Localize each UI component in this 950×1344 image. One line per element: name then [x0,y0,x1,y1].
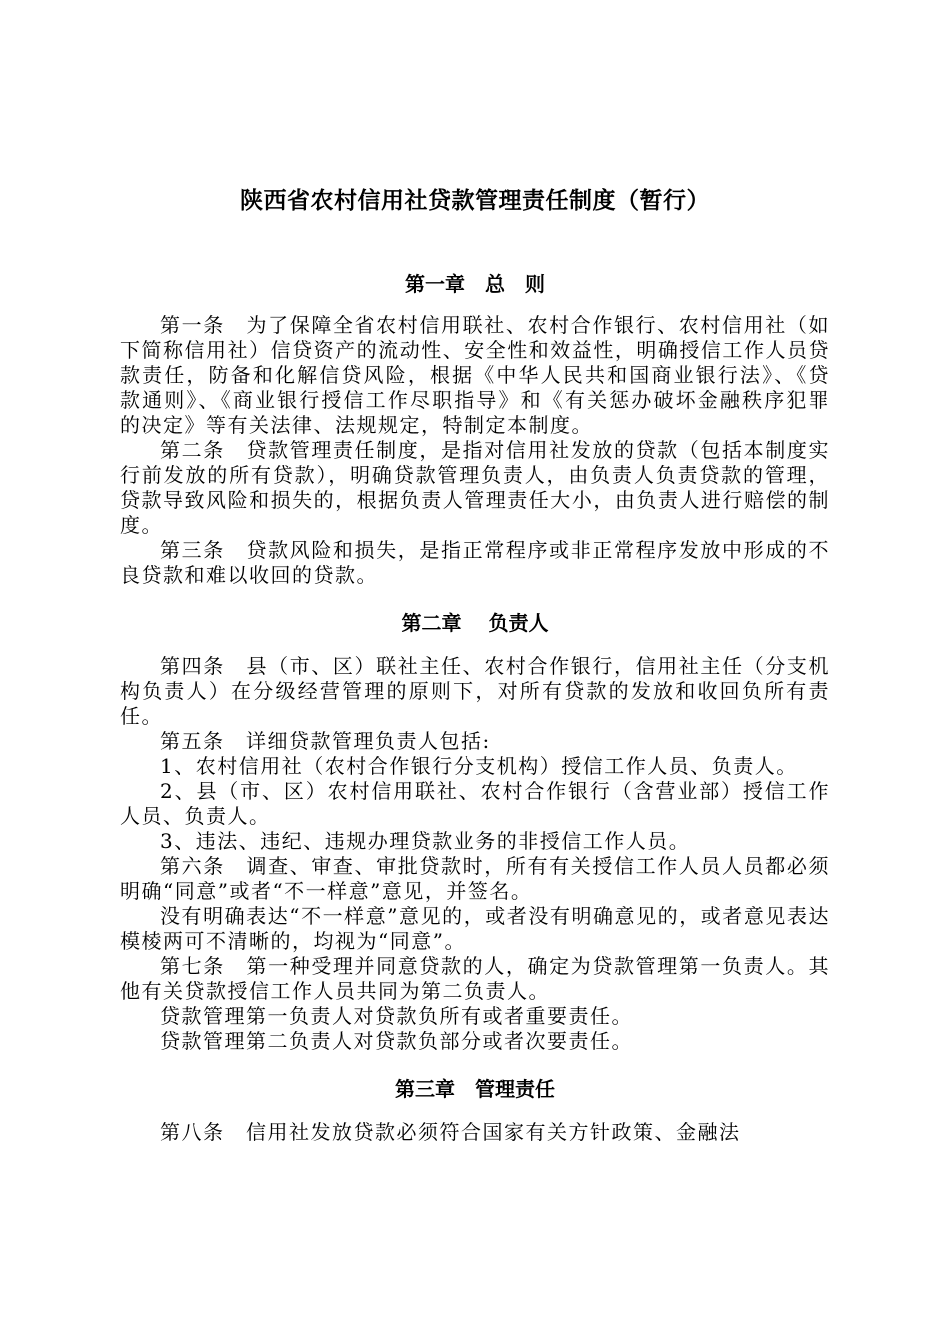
chapter-2-body [120,654,830,1054]
article-5: 第五条 详细贷款管理负责人包括: [160,729,491,753]
article-5-item-1: 1、农村信用社（农村合作银行分支机构）授信工作人员、负责人。 [160,754,798,778]
chapter-3-body [120,1120,830,1145]
article-6-clause: 没有明确表达“不一样意”意见的，或者没有明确意见的，或者意见表达模棱两可不清晰的，均视为“同意”。 [120,904,830,953]
article-7-clause-1: 贷款管理第一负责人对贷款负所有或者重要责任。 [160,1004,633,1028]
chapter-heading-3: 第三章 管理责任 [395,1077,555,1101]
article-7: 第七条 第一种受理并同意贷款的人，确定为贷款管理第一负责人。其他有关贷款授信工作人员共同为第二负责人。 [120,954,830,1003]
chapter-heading-1: 第一章 总 则 [405,272,545,296]
article-2: 第二条 贷款管理责任制度，是指对信用社发放的贷款（包括本制度实行前发放的所有贷款），明确贷款管理负责人，由负责人负责贷款的管理，贷款导致风险和损失的，根据负责人管理责任大小，由负责人进行赔偿的制度。 [120,438,830,537]
chapter-heading-2: 第二章 负责人 [401,611,549,635]
article-3: 第三条 贷款风险和损失，是指正常程序或非正常程序发放中形成的不良贷款和难以收回的贷款。 [120,538,830,587]
document-title: 陕西省农村信用社贷款管理责任制度（暂行） [240,188,710,214]
article-5-item-3: 3、违法、违纪、违规办理贷款业务的非授信工作人员。 [160,829,691,853]
article-1: 第一条 为了保障全省农村信用联社、农村合作银行、农村信用社（如下简称信用社）信贷资产的流动性、安全性和效益性，明确授信工作人员贷款责任，防备和化解信贷风险，根据《中华人民共和国商业银行法》、《贷款通则》、《商业银行授信工作尽职指导》和《有关惩办破坏金融秩序犯罪的决定》等有关法律、法规规定，特制定本制度。 [120,313,830,437]
chapter-1-body [120,313,830,588]
article-8: 第八条 信用社发放贷款必须符合国家有关方针政策、金融法 [160,1120,741,1144]
article-4: 第四条 县（市、区）联社主任、农村合作银行，信用社主任（分支机构负责人）在分级经营管理的原则下，对所有贷款的发放和收回负所有责任。 [120,654,830,728]
article-6: 第六条 调查、审查、审批贷款时，所有有关授信工作人员人员都必须明确“同意”或者“不一样意”意见，并签名。 [120,854,830,903]
article-7-clause-2: 贷款管理第二负责人对贷款负部分或者次要责任。 [160,1029,633,1053]
article-5-item-2: 2、县（市、区）农村信用联社、农村合作银行（含营业部）授信工作人员、负责人。 [120,779,830,828]
